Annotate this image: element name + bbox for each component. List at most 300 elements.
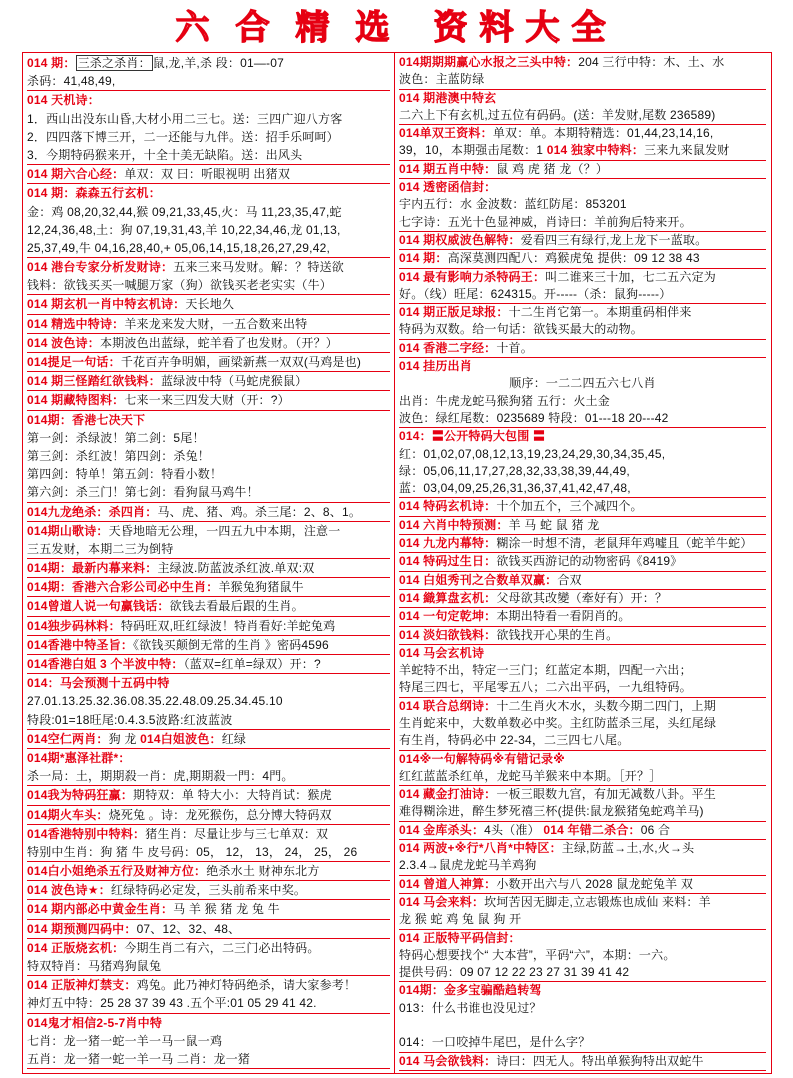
- text-line: [399, 480, 766, 497]
- text-line: [27, 578, 390, 596]
- label-text: 014 最有影响力杀特码王：: [399, 269, 546, 284]
- body-text: 绿：05,06,11,17,27,28,32,33,38,39,44,49,: [399, 463, 630, 478]
- text-line: [27, 276, 390, 294]
- label-text: 014 期藏特图料：: [27, 393, 125, 408]
- body-text: 羊蛇特不出，特定一三门；红蓝定本期，四配一六出；: [399, 663, 692, 678]
- text-line: [399, 286, 766, 303]
- body-text: 波色：绿红尾数：0235689 特段：01---18 20---42: [399, 410, 669, 425]
- text-line: [399, 822, 766, 839]
- body-text: 杀一局：土，期期殺一肖：虎,期期殺一門：4門。: [27, 769, 294, 784]
- label-text: 014 期五肖中特：: [399, 161, 497, 176]
- body-text: 羊来龙来发大财，一五合数来出特: [124, 316, 308, 331]
- body-text: 39，10，本期强击尾数：1: [399, 143, 547, 158]
- body-text: 特双特肖：马猪鸡狗鼠兔: [27, 959, 162, 973]
- text-line: [399, 930, 766, 947]
- body-text: 坎坷苦因无脚走,立志锻炼也成仙 来料：羊: [484, 894, 711, 909]
- label-text: 014 期六合心经：: [27, 167, 125, 182]
- label-text: 014期*惠泽社群*：: [27, 750, 131, 765]
- label-text: 014 期：: [27, 56, 76, 70]
- text-line: [27, 767, 390, 785]
- body-text: 期特双：单 特大小：大特肖试：猴虎: [133, 788, 332, 803]
- label-text: 014期：金多宝骗酷趋转驾: [399, 983, 542, 998]
- body-text: 宇内五行：水 金波数：蓝红防尾：853201: [399, 197, 627, 212]
- section-block: [399, 608, 766, 626]
- label-text: 014 香港二字经：: [399, 340, 497, 355]
- text-line: [399, 679, 766, 696]
- text-line: [399, 54, 766, 71]
- text-line: [27, 749, 390, 767]
- section-block: [27, 939, 390, 976]
- text-line: [399, 340, 766, 357]
- body-text: 014：一口咬掉牛尾巴，是什么字？: [399, 1035, 591, 1050]
- section-block: [27, 165, 390, 184]
- section-block: [27, 184, 390, 258]
- body-text: 高深莫测四配八：鸡猴虎兔 提供：09 12 38 43: [447, 251, 700, 266]
- text-line: [27, 165, 390, 183]
- section-block: [27, 91, 390, 165]
- text-line: [27, 146, 390, 164]
- section-block: [27, 353, 390, 372]
- text-line: [27, 334, 390, 352]
- section-block: [399, 304, 766, 340]
- text-line: [27, 730, 390, 748]
- text-line: [399, 964, 766, 981]
- body-text: 顺序：一二二四五六七八肖: [509, 376, 656, 391]
- text-line: [27, 900, 390, 918]
- label-text: 014独步码林料：: [27, 618, 121, 633]
- body-text: 1．西山出没东山昏,大材小用二三七。送：三四广迎八方客: [27, 111, 343, 126]
- page-title: [0, 6, 793, 50]
- section-block: [399, 982, 766, 1052]
- text-line: [27, 522, 390, 540]
- body-text: 七肖：龙一猪一蛇一羊一马一鼠一鸡: [27, 1033, 223, 1048]
- body-text: 生肖蛇来中，大数单数必中奖。主红防蓝杀三尾，头红尾绿: [399, 715, 717, 730]
- text-line: [399, 1017, 766, 1034]
- text-line: [399, 715, 766, 732]
- section-block: [399, 627, 766, 645]
- body-text: 今期生肖二有六，二三门必出特码。: [124, 940, 320, 955]
- text-line: [399, 375, 766, 392]
- label-text: 014 期权威波色解特：: [399, 232, 521, 247]
- label-text: 014期：香港六合彩公司必中生肖：: [27, 580, 219, 595]
- label-text: 014 曾道人神算：: [399, 876, 497, 891]
- label-text: 014：〓公开特码大包围 〓: [399, 429, 546, 444]
- text-line: [27, 881, 390, 899]
- body-text: 第六剑：杀三门！第七剑：看狗鼠马鸡牛！: [27, 485, 259, 500]
- body-text: 07、12、32、48、: [136, 921, 241, 936]
- section-block: [27, 334, 390, 353]
- label-text: 014 天机诗：: [27, 93, 100, 108]
- text-line: [399, 142, 766, 159]
- section-block: [27, 674, 390, 730]
- label-text: 014 期正版足球报：: [399, 305, 509, 320]
- text-line: [399, 269, 766, 286]
- section-block: [27, 655, 390, 674]
- body-text: 千花百卉争明媚，画梁新燕一双双(马鸡是也): [120, 355, 362, 369]
- text-line: [399, 982, 766, 999]
- label-text: 014 波色诗：: [27, 335, 100, 350]
- body-text: 单双：双 曰：听眼视明 出猪双: [124, 167, 291, 182]
- label-text: 014白姐波色：: [140, 731, 222, 746]
- text-line: [399, 590, 766, 607]
- text-line: [27, 447, 390, 465]
- body-text: 鼠 鸡 虎 猪 龙（？）: [496, 161, 609, 176]
- body-text: 出肖：牛虎龙蛇马猴狗猪 五行：火土金: [399, 393, 610, 408]
- body-text: 蓝绿波中特（马蛇虎猴鼠）: [160, 374, 308, 389]
- section-block: [399, 428, 766, 498]
- section-block: [399, 1053, 766, 1071]
- body-text: 三来九来鼠发财: [644, 143, 730, 158]
- body-text: 特别中生肖：狗 猪 牛 皮号码：05， 12， 13， 24， 25， 26: [27, 844, 358, 859]
- section-block: [399, 250, 766, 268]
- section-block: [399, 698, 766, 751]
- body-text: 013：什么书谁也没见过？: [399, 1000, 542, 1015]
- body-text: 神灯五中特：25 28 37 39 43 .五个平:01 05 29 41 42.: [27, 996, 317, 1011]
- text-line: [27, 939, 390, 957]
- text-line: [27, 957, 390, 975]
- text-line: [27, 692, 390, 710]
- text-line: [399, 393, 766, 410]
- body-text: 红：01,02,07,08,12,13,19,23,24,29,30,34,35,45,: [399, 446, 666, 461]
- label-text: 014 期三怪踏红欲钱料：: [27, 374, 161, 389]
- body-text: 三杀之杀肖：: [77, 56, 151, 70]
- body-text: 羊 马 蛇 鼠 猪 龙: [508, 517, 600, 532]
- body-text: 特码为双数。给一句话：欲钱买最大的动物。: [399, 322, 644, 337]
- text-line: [399, 1000, 766, 1017]
- body-text: 天长地久: [185, 297, 235, 312]
- body-text: 2．四四落下博三开，二一还能与九伴。送：招手乐呵呵）: [27, 129, 339, 144]
- section-block: [27, 578, 390, 597]
- body-text: 龙 猴 蛇 鸡 兔 鼠 狗 开: [399, 912, 522, 927]
- label-text: 014 期预测四码中：: [27, 921, 137, 936]
- text-line: [399, 803, 766, 820]
- body-text: 爱看四三有绿行,龙上龙下一蓝取。: [520, 232, 708, 247]
- text-line: [399, 90, 766, 107]
- body-text: 特尾三四七，平尾零五八；二六出平码，一九组特码。: [399, 680, 692, 695]
- label-text: 014 两波+※行*八肖*中特区：: [399, 841, 562, 856]
- section-block: [399, 54, 766, 90]
- section-block: [399, 930, 766, 983]
- section-block: [399, 125, 766, 161]
- label-text: 014期：香港七决天下: [27, 412, 146, 427]
- text-line: [399, 179, 766, 196]
- section-block: [27, 881, 390, 900]
- text-line: [399, 498, 766, 515]
- section-block: [27, 636, 390, 655]
- section-block: [27, 806, 390, 825]
- body-text: 欲钱买西游记的动物密码《8419》: [496, 554, 683, 569]
- section-block: [27, 900, 390, 919]
- text-line: [27, 72, 390, 90]
- text-line: [399, 572, 766, 589]
- body-text: 本期波色出蓝绿，蛇羊看了也发财。（开？）: [99, 335, 338, 350]
- section-block: [399, 894, 766, 930]
- section-block: [399, 269, 766, 305]
- label-text: 014 特码过生日：: [399, 554, 497, 569]
- text-line: [27, 411, 390, 429]
- label-text: 014 挂历出肖: [399, 359, 472, 374]
- text-line: [399, 947, 766, 964]
- text-line: [27, 786, 390, 804]
- text-line: [27, 617, 390, 635]
- section-block: [27, 559, 390, 578]
- section-block: [399, 645, 766, 698]
- body-text: 特码心想要找个“ 大本营”，平码“六”，本期：一六。: [399, 947, 676, 962]
- text-line: [399, 857, 766, 874]
- body-text: 4头（准）: [484, 822, 544, 837]
- section-block: [27, 976, 390, 1013]
- text-line: [27, 920, 390, 938]
- body-text: 一板三眼数九宫，有加无减数八卦。平生: [496, 787, 716, 802]
- body-text: 猪生肖：尽量让步与三七单双：双: [145, 826, 329, 841]
- body-text: 合双: [557, 572, 582, 587]
- body-text: 绝杀水土 财神东北方: [206, 864, 320, 879]
- body-text: 主绿波.防蓝波杀红波.单双:双: [157, 561, 315, 576]
- text-line: [399, 107, 766, 124]
- text-line: [399, 876, 766, 893]
- text-line: [399, 214, 766, 231]
- text-line: [399, 662, 766, 679]
- body-text: 马 羊 猴 猪 龙 兔 牛: [173, 902, 280, 917]
- text-line: [399, 840, 766, 857]
- body-text: 父母欲其改變（牽好有）开：？: [496, 590, 668, 605]
- text-line: [399, 1034, 766, 1051]
- section-block: [27, 920, 390, 939]
- body-text: 主绿,防蓝→土,水,火→头: [561, 841, 695, 856]
- label-text: 014 精选中特诗：: [27, 316, 125, 331]
- body-text: 27.01.13.25.32.36.08.35.22.48.09.25.34.45.10: [27, 694, 283, 709]
- label-text: 014 正版神灯禁支：: [27, 978, 137, 993]
- body-text: 马、虎、猪、鸡。杀三尾：2、8、1。: [157, 504, 362, 519]
- text-line: [399, 894, 766, 911]
- section-block: [27, 617, 390, 636]
- section-block: [399, 498, 766, 516]
- text-line: [27, 391, 390, 409]
- section-block: [399, 751, 766, 787]
- text-line: [27, 110, 390, 128]
- label-text: 014 期内部必中黄金生肖：: [27, 902, 174, 917]
- label-text: 014曾道人说一句赢钱话：: [27, 599, 170, 614]
- text-line: [399, 911, 766, 928]
- section-block: [399, 90, 766, 126]
- text-line: [27, 674, 390, 692]
- body-text: 12,24,36,48,土：狗 07,19,31,43,羊 10,22,34,46,龙 01,13,: [27, 222, 341, 237]
- text-line: [27, 91, 390, 109]
- text-line: [27, 221, 390, 239]
- body-text: 红红蓝蓝杀红单，龙蛇马羊猴来中本期。［开？］: [399, 768, 662, 783]
- text-line: [27, 862, 390, 880]
- text-line: [399, 751, 766, 768]
- label-text: 014 織算盘玄机：: [399, 590, 497, 605]
- label-text: 014 正版特平码信封：: [399, 930, 521, 945]
- text-line: [399, 732, 766, 749]
- body-text: （蓝双=红单=绿双）开：?: [183, 657, 321, 671]
- text-line: [27, 1050, 390, 1068]
- text-line: [399, 786, 766, 803]
- section-block: [399, 232, 766, 250]
- text-line: [27, 295, 390, 313]
- section-block: [27, 1014, 390, 1070]
- label-text: 014 期港澳中特玄: [399, 90, 497, 105]
- text-line: [27, 1014, 390, 1032]
- text-line: [27, 806, 390, 824]
- section-block: [399, 840, 766, 876]
- section-block: [27, 522, 390, 559]
- section-block: [27, 295, 390, 314]
- body-text: 红绿: [221, 731, 247, 746]
- body-text: 单双：单。本期特精选：01,44,23,14,16,: [492, 126, 714, 141]
- body-text: 第三剑：杀红波！第四剑：杀兔！: [27, 448, 211, 463]
- text-line: [399, 627, 766, 644]
- text-line: [27, 128, 390, 146]
- body-text: 十二生肖它第一。本期重码相伴来: [508, 305, 692, 320]
- text-line: [399, 698, 766, 715]
- text-line: [399, 535, 766, 552]
- content-frame: [22, 52, 772, 1074]
- body-text: 糊涂一时想不清，老鼠拜年鸡嘘且（蛇羊牛蛇）: [496, 536, 753, 551]
- text-line: [399, 1053, 766, 1070]
- label-text: 014 马会欲钱料：: [399, 1053, 497, 1068]
- text-line: [27, 559, 390, 577]
- page-title-part1: 六合精选: [175, 8, 416, 48]
- label-text: 014期期期赢心水报之三头中特：: [399, 55, 579, 69]
- label-text: 014 六肖中特预测：: [399, 517, 509, 532]
- section-block: [27, 825, 390, 862]
- left-column: [23, 53, 395, 1073]
- text-line: [27, 258, 390, 276]
- label-text: 014鬼才相信2-5-7肖中特: [27, 1015, 163, 1030]
- section-block: [27, 54, 390, 91]
- section-block: [27, 862, 390, 881]
- body-text: 五肖：龙一猪一蛇一羊一马 二肖：龙一猪: [27, 1051, 251, 1066]
- body-text: 3．今期特码猴来开，十全十美无缺陷。送：出风头: [27, 147, 303, 162]
- section-block: [27, 315, 390, 334]
- text-line: [27, 503, 390, 521]
- text-line: [27, 825, 390, 843]
- label-text: 014 年错二杀合：: [543, 822, 641, 837]
- body-text: 06 合: [640, 822, 671, 837]
- section-block: [399, 517, 766, 535]
- section-block: [399, 590, 766, 608]
- label-text: 014香港特别中特料：: [27, 826, 146, 841]
- body-text: 十个加五个，三个减四个。: [496, 499, 643, 514]
- section-block: [27, 372, 390, 391]
- label-text: 014 港台专家分析发财诗：: [27, 260, 174, 275]
- text-line: [399, 608, 766, 625]
- section-block: [399, 358, 766, 428]
- text-line: [27, 429, 390, 447]
- body-text: 鸡兔。此乃神灯特码绝杀，请大家参考！: [136, 978, 357, 993]
- label-text: 014香港中特圣旨：: [27, 637, 134, 652]
- text-line: [27, 994, 390, 1012]
- label-text: 014期火车头：: [27, 807, 109, 822]
- text-line: [399, 768, 766, 785]
- text-line: [27, 372, 390, 390]
- label-text: 014期山歌诗：: [27, 523, 109, 538]
- body-text: 十首。: [496, 340, 533, 355]
- label-text: 014 白姐秀刊之合数单双赢：: [399, 572, 558, 587]
- body-text: 《欲钱买颠倒无常的生肖 》密码4596: [133, 637, 329, 652]
- label-text: 014单双王资料：: [399, 126, 493, 141]
- text-line: [399, 463, 766, 480]
- label-text: 杀四肖：: [108, 504, 158, 519]
- section-block: [27, 749, 390, 786]
- body-text: 鼠,龙,羊,杀 段：01—-07: [152, 56, 284, 70]
- label-text: 014 期玄机一肖中特玄机诗：: [27, 297, 186, 312]
- body-text: 烧死兔 。诗：龙死猴伤，总分博大特码双: [108, 807, 332, 822]
- body-text: 七来一来三四发大财（开：?）: [124, 393, 290, 408]
- text-line: [27, 54, 390, 72]
- label-text: 014 正版烧玄机：: [27, 940, 125, 955]
- text-line: [27, 597, 390, 615]
- body-text: 狗 龙: [108, 731, 141, 746]
- section-block: [27, 597, 390, 616]
- body-text: 第一剑：杀绿波！第二剑：5尾！: [27, 430, 205, 445]
- body-text: 诗曰：四无人。特出单猴狗特出双蛇牛: [496, 1053, 704, 1068]
- text-line: [27, 843, 390, 861]
- body-text: 特段:01=18旺尾:0.4.3.5波路:红波蓝波: [27, 712, 233, 727]
- body-text: 金：鸡 08,20,32,44,猴 09,21,33,45,火：马 11,23,35,47,蛇: [27, 204, 342, 219]
- body-text: 二六上下有玄机,过五位有码码。(送：羊发财,尾数 236589): [399, 107, 716, 122]
- body-text: 杀码：41,48,49,: [27, 74, 116, 89]
- section-block: [27, 786, 390, 805]
- text-line: [27, 540, 390, 558]
- label-text: 014 淡妇欲钱料：: [399, 627, 497, 642]
- section-block: [399, 786, 766, 822]
- body-text: 叫二谁来三十加，七二五六定为: [545, 269, 716, 284]
- label-text: 014 期：森森五行玄机：: [27, 186, 161, 201]
- label-text: 014 联合总纲诗：: [399, 698, 497, 713]
- body-text: 本期出特看一看阴肖的。: [496, 609, 631, 624]
- text-line: [27, 315, 390, 333]
- right-column: [395, 53, 770, 1073]
- section-block: [27, 411, 390, 503]
- body-text: 小数开出六与八 2028 鼠龙蛇兔羊 双: [496, 876, 694, 891]
- text-line: [27, 353, 390, 371]
- text-line: [27, 1032, 390, 1050]
- body-text: 有生肖，特码必中 22-34，二三四七八尾。: [399, 733, 630, 748]
- text-line: [27, 203, 390, 221]
- body-text: 欲钱找开心果的生肖。: [496, 627, 619, 642]
- label-text: 014※一句解特码※有错记录※: [399, 751, 566, 766]
- section-block: [27, 503, 390, 522]
- section-block: [27, 391, 390, 410]
- label-text: 014：马会预测十五码中特: [27, 676, 170, 691]
- label-text: 014白小姐绝杀五行及财神方位：: [27, 864, 207, 879]
- section-block: [399, 340, 766, 358]
- page-title-part2: 资料大全: [433, 8, 618, 48]
- text-line: [399, 125, 766, 142]
- text-line: [27, 655, 390, 673]
- text-line: [399, 232, 766, 249]
- text-line: [399, 71, 766, 88]
- text-line: [399, 553, 766, 570]
- body-text: 羊猴兔狗猪鼠牛: [218, 580, 304, 595]
- text-line: [399, 304, 766, 321]
- label-text: 014香港白姐 3 个半波中特：: [27, 657, 184, 671]
- text-line: [27, 636, 390, 654]
- text-line: [399, 645, 766, 662]
- body-text: 第四剑：特单！第五剑：特看小数！: [27, 467, 223, 482]
- section-block: [399, 535, 766, 553]
- body-text: 204 三行中特：木、土、水: [578, 55, 725, 69]
- section-block: [399, 572, 766, 590]
- body-text: 提供号码：09 07 12 22 23 27 31 39 41 42: [399, 965, 630, 980]
- text-line: [27, 239, 390, 257]
- text-line: [399, 517, 766, 534]
- body-text: 特码旺双,旺红绿波！特肖看好:羊蛇兔鸡: [120, 618, 336, 633]
- label-text: 014提足一句话：: [27, 355, 121, 369]
